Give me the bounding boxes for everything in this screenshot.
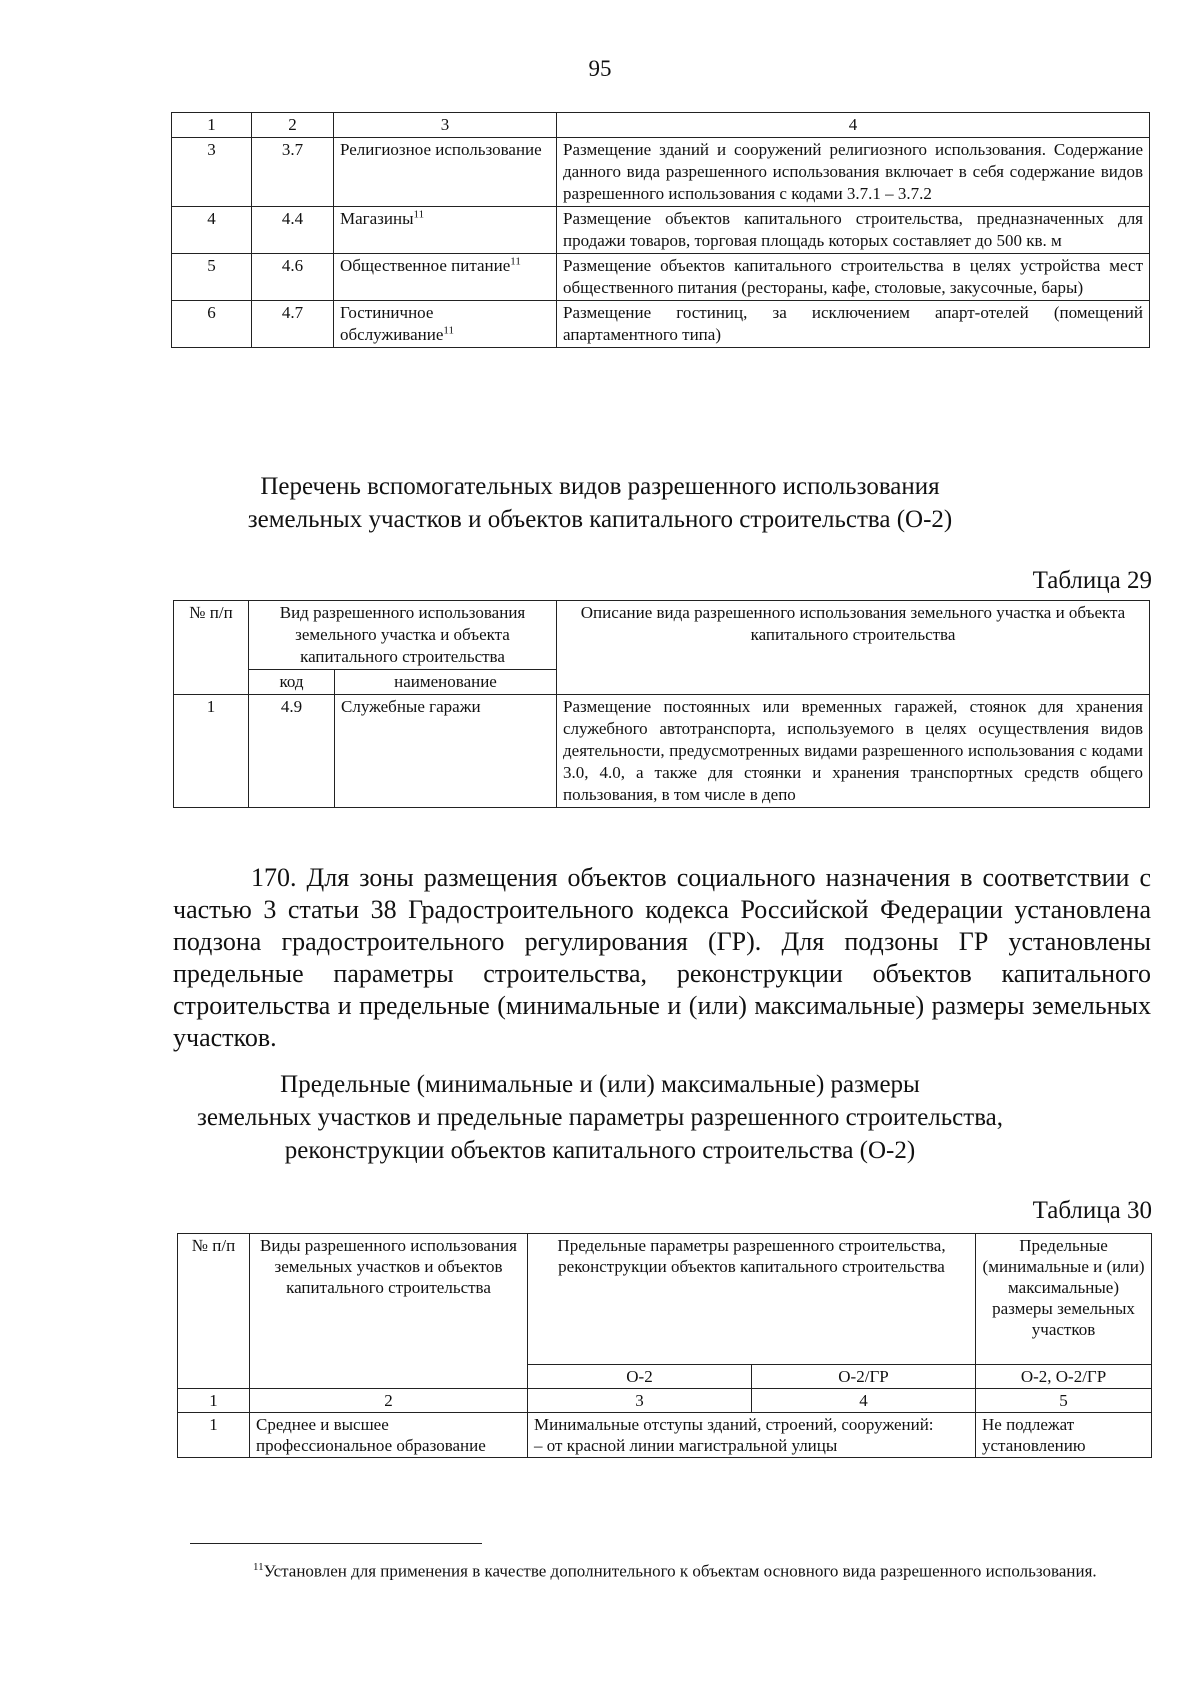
parameters-text (528, 1413, 976, 1458)
heading-line: Перечень вспомогательных видов разрешенного использования (260, 473, 940, 500)
heading-line: Предельные (минимальные и (или) максимальные) размеры (280, 1071, 920, 1098)
table-29-caption: Таблица 29 (1032, 567, 1152, 594)
column-number: 4 (752, 1389, 976, 1413)
use-code: 3.7 (252, 138, 334, 207)
row-number: 6 (172, 301, 252, 348)
header-plot-sizes: Предельные (минимальные и (или) максимальные) размеры земельных участков (976, 1234, 1152, 1365)
header-zone-both: О-2, О-2/ГР (976, 1365, 1152, 1389)
parameters-line: – от красной линии магистральной улицы (534, 1436, 838, 1455)
use-description: Размещение объектов капитального строительства, предназначенных для продажи товаров, торговая площадь которых составляет до 500 кв. м (557, 207, 1150, 254)
use-name (334, 254, 557, 301)
paragraph-text: 170. Для зоны размещения объектов социального назначения в соответствии с частью 3 статьи 38 Градостроительного кодекса Российской Федерации установлена подзона градостроительного регулирования (ГР). Для подзоны ГР установлены предельные параметры строительства, реконструкции объектов капитального строительства и предельные (минимальные и (или) максимальные) размеры земельных участков. (173, 863, 1151, 1052)
footnote-separator (190, 1543, 482, 1544)
header-name: наименование (335, 670, 557, 695)
use-name-text: Магазины (340, 209, 414, 228)
use-code: 4.4 (252, 207, 334, 254)
footnote (177, 1555, 1150, 1584)
footnote-text: Установлен для применения в качестве дополнительного к объектам основного вида разрешенного использования. (263, 1561, 1097, 1581)
table-row (172, 301, 1150, 348)
table-header-row (178, 1234, 1152, 1365)
column-number: 2 (252, 113, 334, 138)
column-number: 5 (976, 1389, 1152, 1413)
use-code: 4.7 (252, 301, 334, 348)
use-name-text: Общественное питание (340, 256, 511, 275)
column-number: 1 (172, 113, 252, 138)
section-heading-limits (0, 1068, 1200, 1167)
column-number: 3 (334, 113, 557, 138)
table-30-caption: Таблица 30 (1032, 1197, 1152, 1224)
use-name (334, 207, 557, 254)
use-code: 4.9 (249, 695, 335, 808)
heading-line: земельных участков и объектов капитального строительства (О-2) (247, 506, 953, 533)
table-row (172, 138, 1150, 207)
row-number: 4 (172, 207, 252, 254)
heading-line: реконструкции объектов капитального строительства (О-2) (284, 1137, 916, 1164)
use-description: Размещение постоянных или временных гаражей, стоянок для хранения служебного автотранспорта, используемого в целях осуществления видов деятельности, предусмотренных видами разрешенного использования с кодами 3.0, 4.0, а также для стоянки и хранения транспортных средств общего пользования, в том числе в депо (557, 695, 1150, 808)
column-number: 4 (557, 113, 1150, 138)
table-row (172, 254, 1150, 301)
row-number: 1 (178, 1413, 250, 1458)
use-name-text: Гостиничное обслуживание (340, 303, 444, 344)
header-zone-o2-gr: О-2/ГР (752, 1365, 976, 1389)
header-description: Описание вида разрешенного использования земельного участка и объекта капитального строительства (557, 601, 1150, 695)
use-kind: Среднее и высшее профессиональное образование (250, 1413, 528, 1458)
table-29 (173, 600, 1150, 808)
row-number: 1 (174, 695, 249, 808)
header-parameters: Предельные параметры разрешенного строительства, реконструкции объектов капитального строительства (528, 1234, 976, 1365)
table-header-row (174, 601, 1150, 670)
page-number: 95 (588, 56, 612, 81)
header-use-kind: Вид разрешенного использования земельного участка и объекта капитального строительства (249, 601, 557, 670)
use-name-text: Религиозное использование (340, 140, 542, 159)
plot-sizes-text: Не подлежат установлению (976, 1413, 1152, 1458)
header-use-kinds: Виды разрешенного использования земельных участков и объектов капитального строительства (250, 1234, 528, 1389)
column-number: 3 (528, 1389, 752, 1413)
use-name (334, 301, 557, 348)
table-30 (177, 1233, 1152, 1458)
use-description: Размещение объектов капитального строительства в целях устройства мест общественного питания (рестораны, кафе, столовые, закусочные, бары) (557, 254, 1150, 301)
table-row (172, 207, 1150, 254)
footnote-reference: 11 (413, 208, 425, 221)
footnote-mark: 11 (253, 1561, 264, 1573)
table-row (178, 1413, 1152, 1458)
parameters-line: Минимальные отступы зданий, строений, сооружений: (534, 1415, 934, 1434)
row-number: 5 (172, 254, 252, 301)
table-column-number-row (178, 1389, 1152, 1413)
paragraph-170 (173, 862, 1151, 1054)
column-number: 1 (178, 1389, 250, 1413)
permitted-use-table-continued (171, 112, 1150, 348)
table-column-number-row (172, 113, 1150, 138)
use-description: Размещение зданий и сооружений религиозного использования. Содержание данного вида разрешенного использования включает в себя содержание видов разрешенного использования с кодами 3.7.1 – 3.7.2 (557, 138, 1150, 207)
table-row (174, 695, 1150, 808)
footnote-reference: 11 (443, 324, 454, 337)
use-name: Служебные гаражи (335, 695, 557, 808)
header-number: № п/п (174, 601, 249, 695)
use-code: 4.6 (252, 254, 334, 301)
header-number: № п/п (178, 1234, 250, 1389)
footnote-reference: 11 (510, 255, 521, 268)
heading-line: земельных участков и предельные параметры разрешенного строительства, (196, 1104, 1004, 1131)
header-zone-o2: О-2 (528, 1365, 752, 1389)
use-description: Размещение гостиниц, за исключением апарт-отелей (помещений апартаментного типа) (557, 301, 1150, 348)
row-number: 3 (172, 138, 252, 207)
section-heading-auxiliary-uses (0, 470, 1200, 536)
use-name (334, 138, 557, 207)
header-code: код (249, 670, 335, 695)
column-number: 2 (250, 1389, 528, 1413)
